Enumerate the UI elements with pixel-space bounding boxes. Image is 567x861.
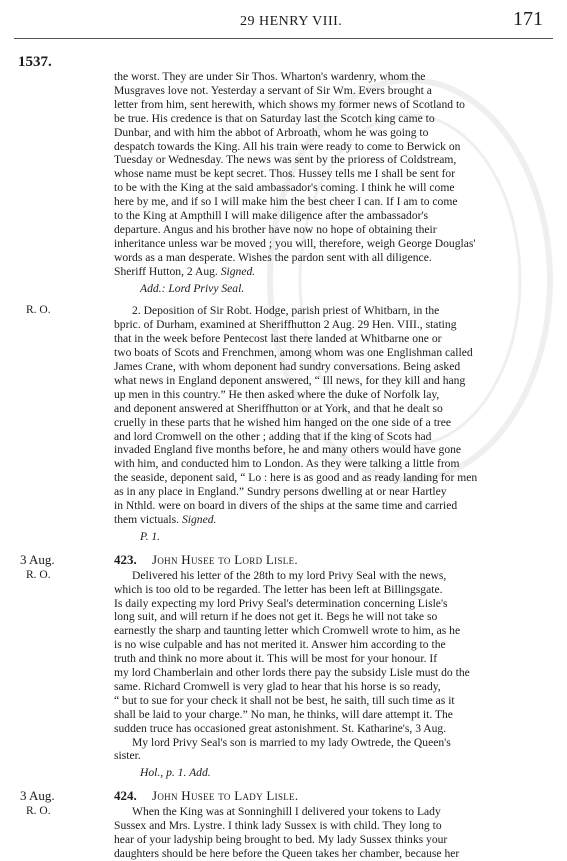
text-line: the worst. They are under Sir Thos. Wharton's wardenry, whom the [114,70,426,83]
text-line: sudden truce has occasioned great astonishment. St. Katharine's, 3 Aug. [114,721,447,735]
text-line: Dunbar, and with him the abbot of Arbroath, whom he was going to [114,125,429,139]
entry-title: John Husee to Lord Lisle. [152,551,298,567]
signed-note: Signed. [181,512,217,526]
text-line: invaded England five months before, he and many others would have gone [114,443,462,457]
letter-paragraph [114,805,542,861]
text-line: the seaside, deponent said, “ Lo : here is as good and as ready landing for men [114,471,478,485]
text-line: James Crane, with whom deponent had sundry conversations. Being asked [114,360,461,374]
text-line: daughters should be here before the Queen takes her chamber, because her [114,846,460,860]
entry-heading [114,552,542,568]
text-line: “ but to sue for your check it shall not be best, he saith, till such time as it [114,693,455,707]
text-line: departure. Angus and his brother have now no hope of obtaining their [114,222,437,236]
margin-source-ro: R. O. [26,805,51,818]
text-line: with him, and conducted him to London. As they were talking a little from [114,457,460,471]
text-line: Musgraves love not. Yesterday a servant of Sir Wm. Evers brought a [114,83,432,97]
text-line: which is too old to be regarded. The letter has been left at Billingsgate. [114,582,443,596]
text-line: as in any place in England.” Sundry persons dwelling at or near Hartley [114,485,447,499]
signature-line [114,265,542,279]
text-line: long suit, and will return if he does not get it. Begs he will not take so [114,610,438,624]
margin-source-ro: R. O. [26,304,51,317]
margin-source-ro: R. O. [26,568,51,581]
text-line: inheritance unless war be moved ; you will, therefore, weigh George Douglas' [114,236,476,250]
text-line: bpric. of Durham, examined at Sheriffhutton 2 Aug. 29 Hen. VIII., stating [114,318,457,332]
entry-number: 424. [114,788,137,804]
running-head: 29 HENRY VIII. [240,14,343,29]
text-line: My lord Privy Seal's son is married to my lady Owtrede, the Queen's [132,735,451,749]
page-header [0,8,567,38]
text-line: up men in this country.” He then asked where the duke of Norfolk lay, [114,387,440,401]
text-line: whose name must be kept secret. Thos. Hussey tells me I shall be sent for [114,167,456,181]
deposition-paragraph [114,304,542,527]
entry-title: John Husee to Lady Lisle. [152,788,299,804]
text-line: earnestly the sharp and taunting letter which Cromwell wrote to him, as he [114,624,461,638]
text-line: Is daily expecting my lord Privy Seal's determination concerning Lisle's [114,596,448,610]
signature-line [114,513,542,527]
text-line: hear of your ladyship being brought to bed. My lady Sussex thinks your [114,833,448,846]
text-line: 2. Deposition of Sir Robt. Hodge, parish priest of Whitbarn, in the [132,304,440,318]
entry-number: 423. [114,551,137,567]
document-reference: P. 1. [140,529,161,543]
year-marker: 1537. [18,54,52,70]
text-line: and deponent answered at Sheriffhutton or at York, and that he dealt so [114,401,443,415]
address-note: Add.: Lord Privy Seal. [140,281,245,295]
text-line: is no wise culpable and has not merited it. Answer him according to the [114,638,446,652]
text-line: two boats of Scots and Frenchmen, among whom was one Englishman called [114,346,473,360]
continuation-paragraph [114,70,542,279]
text-line: Sussex and Mrs. Lystre. I think lady Sussex is with child. They long to [114,819,442,833]
text-line: shall be laid to your charge.” No man, he thinks, will dare attempt it. The [114,707,453,721]
text-line: sister. [114,749,141,763]
entry-date: 3 Aug. [20,788,55,804]
text-line: When the King was at Sonninghill I delivered your tokens to Lady [132,805,441,819]
text-line: cruelly in these parts that he wished him hanged on the one side of a tree [114,415,452,429]
text-line: that in the week before Pentecost last there landed at Whitbarne one or [114,332,442,346]
header-rule [14,38,553,39]
text-line: to the King at Ampthill I will make diligence after the ambassador's [114,209,429,223]
text-line: and lord Cromwell on the other ; adding that if the king of Scots had [114,429,432,443]
entry-date: 3 Aug. [20,551,55,567]
page-number: 171 [513,8,543,30]
text-line: words as a man desperate. Wishes the pardon sent with all diligence. [114,250,432,264]
letter-paragraph [114,569,542,764]
text-line: despatch towards the King. All his train were ready to come to Berwick on [114,139,461,153]
text-line: to be with the King at the said ambassador's coming. I think he will come [114,181,455,195]
text-line: in Nthld. were on board in divers of the ships at the same time and carried [114,499,458,513]
document-reference: Hol., p. 1. Add. [140,766,211,780]
text-line: same. Richard Cromwell is very glad to hear that his horse is so ready, [114,679,441,693]
text-line: my lord Chamberlain and other lords there pay the subsidy Lisle must do the [114,666,470,680]
text-fragment: them victuals. [114,512,180,526]
text-line: letter from him, sent herewith, which shows my former news of Scotland to [114,97,465,111]
text-line: Delivered his letter of the 28th to my lord Privy Seal with the news, [132,568,447,582]
place-date: Sheriff Hutton, 2 Aug. [114,264,218,278]
text-line: Tuesday or Wednesday. The news was sent by the prioress of Coldstream, [114,153,457,167]
text-line: be true. His credence is that on Saturday last the Scotch king came to [114,111,435,125]
entry-heading [114,788,542,804]
text-line: truth and think no more about it. This will be most for your honour. If [114,652,438,666]
text-line: what news in England deponent answered, “ Ill news, for they kill and hang [114,373,466,387]
signed-note: Signed. [220,264,256,278]
text-line: here by me, and if so I will make him the best cheer I can. If I am to come [114,195,458,209]
